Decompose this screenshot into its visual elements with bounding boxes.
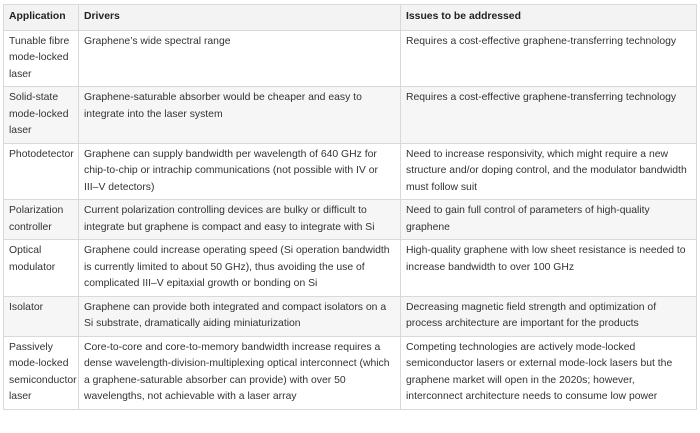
cell-issues: Need to increase responsivity, which might require a new structure and/or doping control, and the modulator bandwidth must follow suit [401, 143, 697, 200]
table-row [4, 200, 697, 240]
cell-drivers: Graphene’s wide spectral range [79, 30, 401, 87]
cell-drivers: Graphene-saturable absorber would be cheaper and easy to integrate into the laser system [79, 87, 401, 144]
cell-application: Passively mode-locked semiconductor laser [4, 336, 79, 409]
cell-application: Isolator [4, 296, 79, 336]
cell-drivers: Graphene can supply bandwidth per wavelength of 640 GHz for chip-to-chip or intrachip communications (not possible with IV or III–V detectors) [79, 143, 401, 200]
cell-application: Optical modulator [4, 240, 79, 297]
cell-drivers: Current polarization controlling devices are bulky or difficult to integrate but graphene is compact and easy to integrate with Si [79, 200, 401, 240]
cell-drivers: Graphene can provide both integrated and compact isolators on a Si substrate, dramatically aiding miniaturization [79, 296, 401, 336]
table-row [4, 143, 697, 200]
header-application: Application [4, 5, 79, 31]
cell-application: Solid-state mode-locked laser [4, 87, 79, 144]
cell-issues: Decreasing magnetic field strength and optimization of process architecture are important for the products [401, 296, 697, 336]
table-row [4, 87, 697, 144]
header-drivers: Drivers [79, 5, 401, 31]
table-row [4, 30, 697, 87]
table-row [4, 336, 697, 409]
cell-application: Tunable fibre mode-locked laser [4, 30, 79, 87]
cell-issues: Competing technologies are actively mode-locked semiconductor lasers or external mode-lock lasers but the graphene market will open in the 2020s; however, interconnect architecture needs to consume low power [401, 336, 697, 409]
table-header-row [4, 5, 697, 31]
cell-issues: High-quality graphene with low sheet resistance is needed to increase bandwidth to over 100 GHz [401, 240, 697, 297]
cell-issues: Requires a cost-effective graphene-transferring technology [401, 30, 697, 87]
cell-issues: Requires a cost-effective graphene-transferring technology [401, 87, 697, 144]
table-row [4, 296, 697, 336]
table-row [4, 240, 697, 297]
cell-drivers: Graphene could increase operating speed (Si operation bandwidth is currently limited to about 50 GHz), thus avoiding the use of complicated III–V epitaxial growth or bonding on Si [79, 240, 401, 297]
cell-application: Polarization controller [4, 200, 79, 240]
header-issues: Issues to be addressed [401, 5, 697, 31]
applications-table [3, 4, 697, 410]
cell-application: Photodetector [4, 143, 79, 200]
cell-issues: Need to gain full control of parameters of high-quality graphene [401, 200, 697, 240]
cell-drivers: Core-to-core and core-to-memory bandwidth increase requires a dense wavelength-division-multiplexing optical interconnect (which a graphene-saturable absorber can provide) with over 50 wavelengths, not achievable with a laser array [79, 336, 401, 409]
